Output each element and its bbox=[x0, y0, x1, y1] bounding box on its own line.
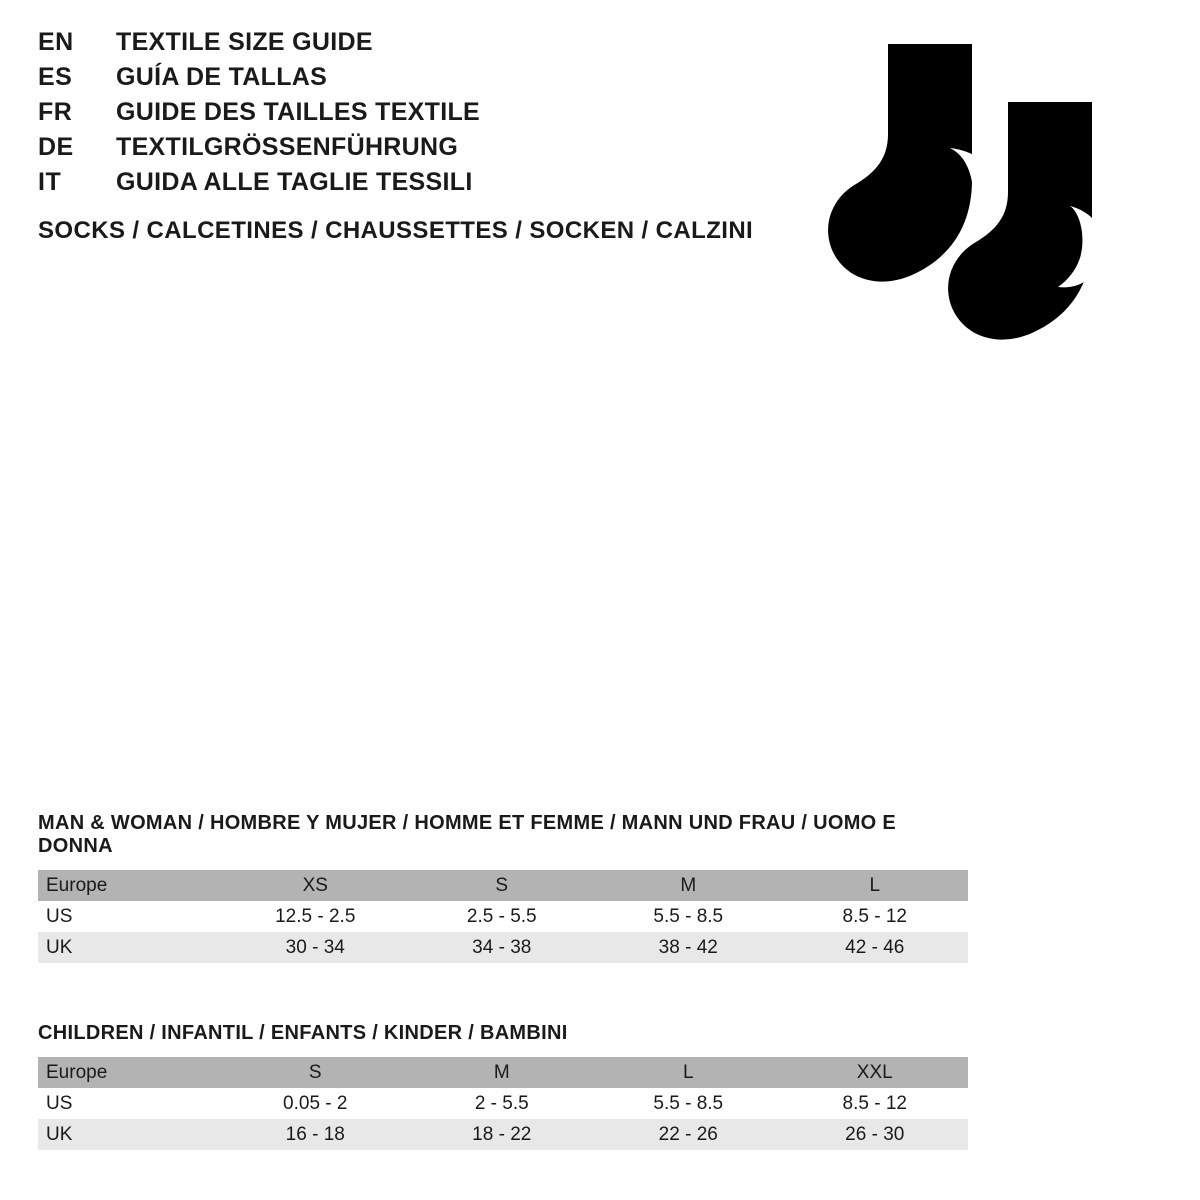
language-title-it: GUIDA ALLE TAGLIE TESSILI bbox=[116, 168, 473, 196]
language-row-es bbox=[38, 65, 798, 90]
cell-us-children-1: 0.05 - 2 bbox=[222, 1088, 409, 1119]
language-row-fr bbox=[38, 100, 798, 125]
language-title-es: GUÍA DE TALLAS bbox=[116, 63, 328, 91]
row-label-uk-adult: UK bbox=[38, 932, 222, 963]
size-section-children bbox=[38, 1022, 968, 1150]
cell-uk-adult-4: 42 - 46 bbox=[782, 932, 969, 963]
table-row bbox=[38, 1119, 968, 1150]
row-label-europe-adult: Europe bbox=[38, 870, 222, 901]
cell-europe-adult-4: L bbox=[782, 870, 969, 901]
size-table-adult bbox=[38, 870, 968, 963]
size-table-children bbox=[38, 1057, 968, 1150]
section-title-children: CHILDREN / INFANTIL / ENFANTS / KINDER / BAMBINI bbox=[38, 1022, 568, 1044]
language-row-it bbox=[38, 170, 798, 195]
cell-us-children-3: 5.5 - 8.5 bbox=[595, 1088, 782, 1119]
table-row bbox=[38, 932, 968, 963]
row-label-us-children: US bbox=[38, 1088, 222, 1119]
cell-europe-children-1: S bbox=[222, 1057, 409, 1088]
row-label-uk-children: UK bbox=[38, 1119, 222, 1150]
cell-uk-children-3: 22 - 26 bbox=[595, 1119, 782, 1150]
table-row bbox=[38, 1057, 968, 1088]
cell-uk-children-2: 18 - 22 bbox=[409, 1119, 596, 1150]
cell-uk-children-1: 16 - 18 bbox=[222, 1119, 409, 1150]
language-code-es: ES bbox=[38, 63, 73, 91]
language-code-de: DE bbox=[38, 133, 74, 161]
table-row bbox=[38, 870, 968, 901]
language-code-fr: FR bbox=[38, 98, 73, 126]
product-category-title: SOCKS / CALCETINES / CHAUSSETTES / SOCKEN / CALZINI bbox=[38, 217, 754, 244]
language-code-en: EN bbox=[38, 28, 74, 56]
cell-europe-children-2: M bbox=[409, 1057, 596, 1088]
socks-pair-icon bbox=[800, 30, 1130, 360]
cell-europe-adult-3: M bbox=[595, 870, 782, 901]
section-title-adult: MAN & WOMAN / HOMBRE Y MUJER / HOMME ET FEMME / MANN UND FRAU / UOMO E DONNA bbox=[38, 812, 897, 857]
cell-europe-adult-1: XS bbox=[222, 870, 409, 901]
sock-back-shape bbox=[828, 44, 972, 282]
cell-us-adult-4: 8.5 - 12 bbox=[782, 901, 969, 932]
cell-us-adult-2: 2.5 - 5.5 bbox=[409, 901, 596, 932]
language-row-en bbox=[38, 30, 798, 55]
cell-us-adult-1: 12.5 - 2.5 bbox=[222, 901, 409, 932]
cell-uk-adult-2: 34 - 38 bbox=[409, 932, 596, 963]
cell-europe-children-3: L bbox=[595, 1057, 782, 1088]
cell-us-children-2: 2 - 5.5 bbox=[409, 1088, 596, 1119]
size-section-adult bbox=[38, 812, 968, 963]
cell-europe-children-4: XXL bbox=[782, 1057, 969, 1088]
header-block bbox=[38, 30, 798, 245]
language-code-it: IT bbox=[38, 168, 62, 196]
cell-us-children-4: 8.5 - 12 bbox=[782, 1088, 969, 1119]
cell-us-adult-3: 5.5 - 8.5 bbox=[595, 901, 782, 932]
table-row bbox=[38, 901, 968, 932]
cell-uk-adult-3: 38 - 42 bbox=[595, 932, 782, 963]
table-row bbox=[38, 1088, 968, 1119]
language-title-en: TEXTILE SIZE GUIDE bbox=[116, 28, 373, 56]
cell-uk-adult-1: 30 - 34 bbox=[222, 932, 409, 963]
language-row-de bbox=[38, 135, 798, 160]
cell-uk-children-4: 26 - 30 bbox=[782, 1119, 969, 1150]
row-label-us-adult: US bbox=[38, 901, 222, 932]
language-title-fr: GUIDE DES TAILLES TEXTILE bbox=[116, 98, 481, 126]
language-title-de: TEXTILGRÖSSENFÜHRUNG bbox=[116, 133, 459, 161]
row-label-europe-children: Europe bbox=[38, 1057, 222, 1088]
cell-europe-adult-2: S bbox=[409, 870, 596, 901]
